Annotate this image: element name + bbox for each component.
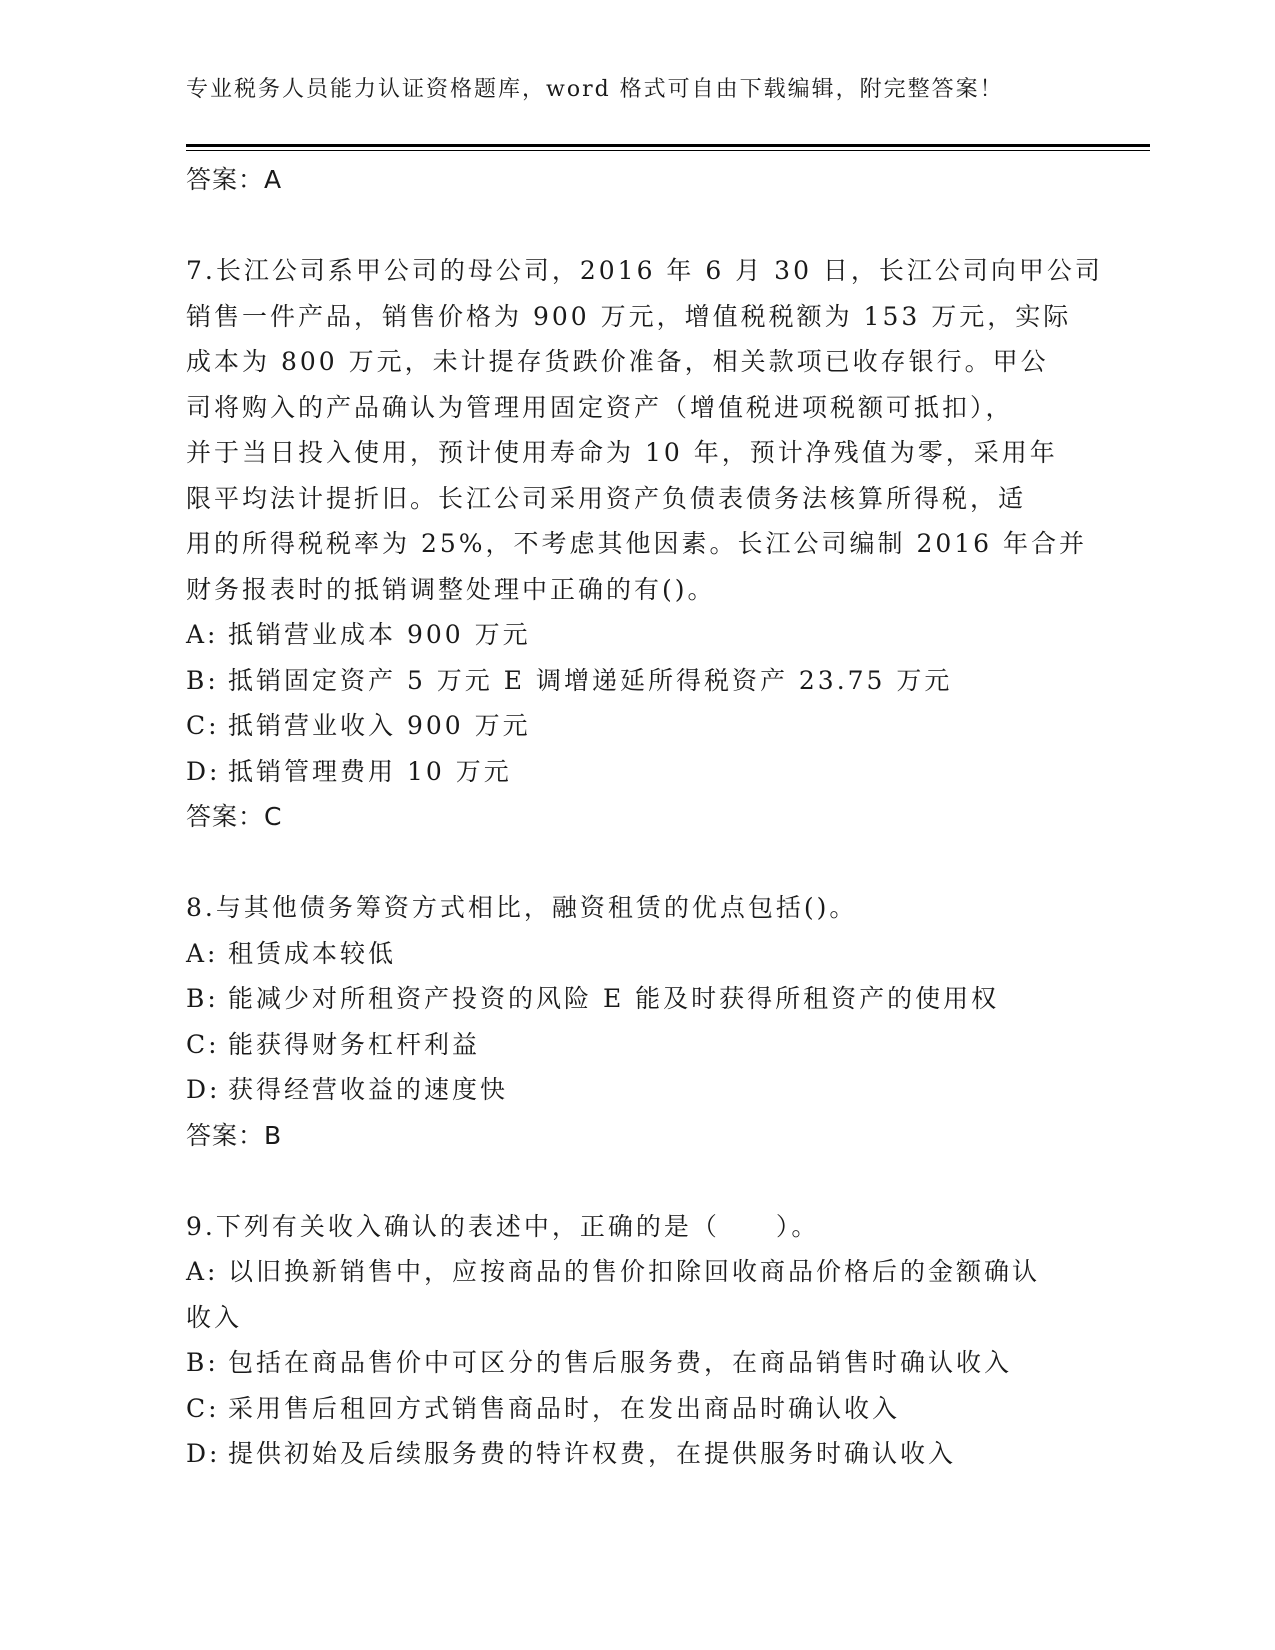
question-block xyxy=(186,1204,1086,1477)
option-c xyxy=(186,703,1086,749)
question-block xyxy=(186,885,1086,1158)
option-b xyxy=(186,658,1086,704)
spacer xyxy=(186,203,1086,249)
answer-line: 答案：A xyxy=(186,165,283,194)
option-text: 抵销管理费用 10 万元 xyxy=(228,756,512,786)
option-key: B: xyxy=(186,984,219,1013)
answer-line: 答案：C xyxy=(186,802,283,831)
question-stem-line: 成本为 800 万元，未计提存货跌价准备，相关款项已收存银行。甲公 xyxy=(186,347,1049,376)
option-key: C: xyxy=(186,1393,220,1423)
option-text: 抵销营业成本 900 万元 xyxy=(228,620,531,649)
option-c xyxy=(186,1022,1086,1068)
option-b xyxy=(186,1340,1086,1386)
option-key: D: xyxy=(186,1075,221,1104)
option-text: 提供初始及后续服务费的特许权费，在提供服务时确认收入 xyxy=(228,1439,957,1468)
header-rule-thick xyxy=(186,144,1150,147)
question-stem-line: 8.与其他债务筹资方式相比，融资租赁的优点包括()。 xyxy=(186,893,858,922)
option-text: 抵销固定资产 5 万元 E 调增递延所得税资产 23.75 万元 xyxy=(228,665,953,695)
option-continuation: 收入 xyxy=(186,1302,243,1332)
option-key: D: xyxy=(186,756,221,786)
answer-line: 答案：B xyxy=(186,1120,283,1150)
option-key: C: xyxy=(186,1029,220,1059)
page-header: 专业税务人员能力认证资格题库，word 格式可自由下载编辑，附完整答案！ xyxy=(186,77,1004,102)
option-text: 能获得财务杠杆利益 xyxy=(228,1029,481,1059)
option-a xyxy=(186,612,1086,658)
question-stem-line: 财务报表时的抵销调整处理中正确的有()。 xyxy=(186,574,716,604)
option-key: B: xyxy=(186,665,219,695)
question-block xyxy=(186,248,1103,840)
option-key: A: xyxy=(186,1257,219,1286)
option-a xyxy=(186,1249,1086,1295)
question-stem-line: 司将购入的产品确认为管理用固定资产（增值税进项税额可抵扣）， xyxy=(186,392,1014,422)
option-a xyxy=(186,931,1086,977)
option-d xyxy=(186,1431,1086,1477)
spacer xyxy=(186,1158,1086,1204)
option-text: 获得经营收益的速度快 xyxy=(228,1075,509,1104)
option-key: C: xyxy=(186,711,220,740)
option-key: A: xyxy=(186,620,219,649)
question-stem-line: 9.下列有关收入确认的表述中，正确的是（ ）。 xyxy=(186,1211,820,1241)
option-b xyxy=(186,976,1086,1022)
option-key: A: xyxy=(186,938,219,968)
question-stem-line: 限平均法计提折旧。长江公司采用资产负债表债务法核算所得税，适 xyxy=(186,483,1027,513)
option-text: 以旧换新销售中，应按商品的售价扣除回收商品价格后的金额确认 xyxy=(228,1257,1041,1286)
question-stem-line: 销售一件产品，销售价格为 900 万元，增值税税额为 153 万元，实际 xyxy=(186,301,1072,331)
option-text: 能减少对所租资产投资的风险 E 能及时获得所租资产的使用权 xyxy=(228,984,1000,1013)
option-d xyxy=(186,749,1086,795)
option-text: 采用售后租回方式销售商品时，在发出商品时确认收入 xyxy=(228,1393,901,1423)
option-text: 租赁成本较低 xyxy=(228,938,397,968)
spacer xyxy=(186,840,1086,886)
question-stem-line: 用的所得税税率为 25%，不考虑其他因素。长江公司编制 2016 年合并 xyxy=(186,529,1088,558)
option-key: D: xyxy=(186,1439,221,1468)
header-rule-thin xyxy=(186,150,1150,151)
document-body xyxy=(186,157,1103,1477)
option-c xyxy=(186,1386,1086,1432)
option-text: 包括在商品售价中可区分的售后服务费，在商品销售时确认收入 xyxy=(228,1348,1013,1377)
question-stem-line: 7.长江公司系甲公司的母公司，2016 年 6 月 30 日，长江公司向甲公司 xyxy=(186,256,1103,285)
option-d xyxy=(186,1067,1086,1113)
option-text: 抵销营业收入 900 万元 xyxy=(228,711,531,740)
option-key: B: xyxy=(186,1348,219,1377)
question-stem-line: 并于当日投入使用，预计使用寿命为 10 年，预计净残值为零，采用年 xyxy=(186,438,1058,467)
